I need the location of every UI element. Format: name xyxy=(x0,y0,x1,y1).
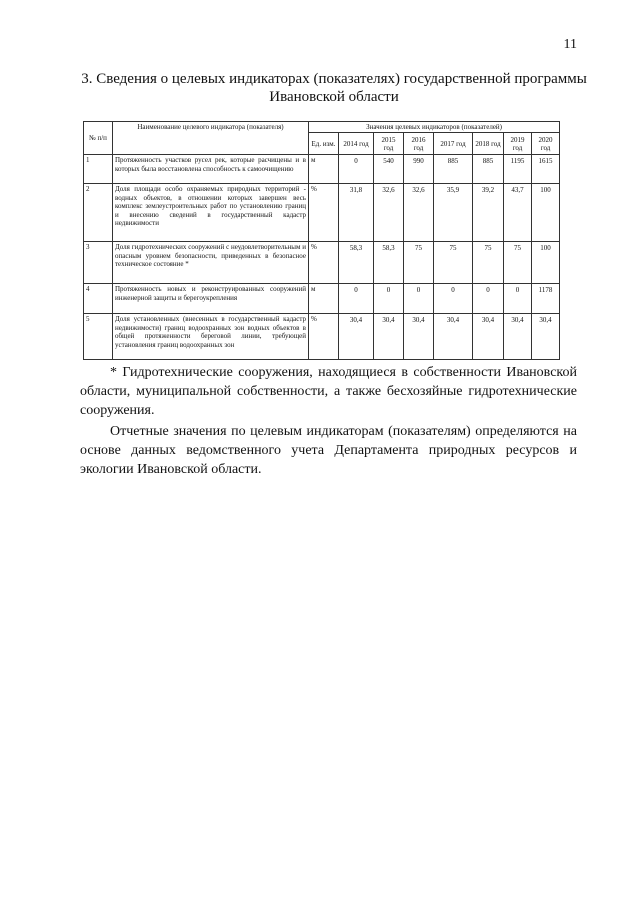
table-row xyxy=(84,314,560,360)
row-value: 30,4 xyxy=(374,314,404,360)
header-year: 2019 год xyxy=(504,133,532,155)
row-unit: % xyxy=(309,184,339,242)
row-value: 1178 xyxy=(532,284,560,314)
row-value: 39,2 xyxy=(473,184,504,242)
row-value: 0 xyxy=(339,284,374,314)
row-value: 75 xyxy=(504,242,532,284)
row-unit: % xyxy=(309,242,339,284)
reporting-paragraph: Отчетные значения по целевым индикаторам (показателям) определяются на основе данных ведомственного учета Департамента природных ресурсов и экологии Ивановской области. xyxy=(80,424,577,477)
row-value: 30,4 xyxy=(504,314,532,360)
row-name: Протяженность участков русел рек, которые расчищены и в которых была восстановлена способность к самоочищению xyxy=(113,155,309,184)
row-name: Доля площади особо охраняемых природных территорий - водных объектов, в отношении которых завершен весь комплекс землеустроительных работ по установлению границ и внесению сведений в государственный кадастр недвижимости xyxy=(113,184,309,242)
header-values-group: Значения целевых индикаторов (показателей) xyxy=(309,122,560,133)
row-value: 32,6 xyxy=(374,184,404,242)
row-num: 5 xyxy=(84,314,113,360)
row-unit: м xyxy=(309,155,339,184)
footnote: * Гидротехнические сооружения, находящиеся в собственности Ивановской области, муниципальной собственности, а также бесхозяйные гидротехнические сооружения. xyxy=(80,365,577,418)
row-value: 100 xyxy=(532,184,560,242)
header-year: 2016 год xyxy=(404,133,434,155)
table-row xyxy=(84,184,560,242)
row-num: 3 xyxy=(84,242,113,284)
row-value: 32,6 xyxy=(404,184,434,242)
row-value: 43,7 xyxy=(504,184,532,242)
row-name: Протяженность новых и реконструированных сооружений инженерной защиты и берегоукрепления xyxy=(113,284,309,314)
header-year: 2018 год xyxy=(473,133,504,155)
header-name: Наименование целевого индикатора (показателя) xyxy=(113,122,309,155)
row-value: 0 xyxy=(374,284,404,314)
row-num: 4 xyxy=(84,284,113,314)
row-name: Доля гидротехнических сооружений с неудовлетворительным и опасным уровнем безопасности, приведенных в безопасное техническое состояние * xyxy=(113,242,309,284)
table-row xyxy=(84,242,560,284)
header-year: 2020 год xyxy=(532,133,560,155)
row-value: 75 xyxy=(434,242,473,284)
row-value: 35,9 xyxy=(434,184,473,242)
row-value: 885 xyxy=(473,155,504,184)
header-year: 2015 год xyxy=(374,133,404,155)
row-num: 1 xyxy=(84,155,113,184)
row-value: 30,4 xyxy=(404,314,434,360)
row-num: 2 xyxy=(84,184,113,242)
row-value: 885 xyxy=(434,155,473,184)
row-unit: % xyxy=(309,314,339,360)
indicators-table xyxy=(83,121,560,360)
table-row xyxy=(84,155,560,184)
row-value: 30,4 xyxy=(532,314,560,360)
row-value: 75 xyxy=(473,242,504,284)
header-year: 2014 год xyxy=(339,133,374,155)
indicators-table-wrap xyxy=(83,121,559,360)
header-num: № п/п xyxy=(84,122,113,155)
section-title: 3. Сведения о целевых индикаторах (показателях) государственной программы Ивановской области xyxy=(81,71,587,105)
row-value: 0 xyxy=(404,284,434,314)
row-value: 0 xyxy=(434,284,473,314)
notes-block xyxy=(80,363,577,479)
row-value: 0 xyxy=(473,284,504,314)
row-value: 100 xyxy=(532,242,560,284)
row-value: 58,3 xyxy=(339,242,374,284)
row-value: 1195 xyxy=(504,155,532,184)
row-value: 1615 xyxy=(532,155,560,184)
row-value: 0 xyxy=(504,284,532,314)
row-value: 30,4 xyxy=(434,314,473,360)
row-value: 58,3 xyxy=(374,242,404,284)
row-value: 990 xyxy=(404,155,434,184)
row-value: 540 xyxy=(374,155,404,184)
row-name: Доля установленных (внесенных в государственный кадастр недвижимости) границ водоохранных зон водных объектов в общей протяженности береговой линии, требующей установления границ водоохранных зон xyxy=(113,314,309,360)
header-year: 2017 год xyxy=(434,133,473,155)
header-unit: Ед. изм. xyxy=(309,133,339,155)
row-value: 31,8 xyxy=(339,184,374,242)
table-row xyxy=(84,284,560,314)
row-unit: м xyxy=(309,284,339,314)
row-value: 0 xyxy=(339,155,374,184)
row-value: 30,4 xyxy=(339,314,374,360)
row-value: 30,4 xyxy=(473,314,504,360)
page-number: 11 xyxy=(563,37,577,52)
row-value: 75 xyxy=(404,242,434,284)
